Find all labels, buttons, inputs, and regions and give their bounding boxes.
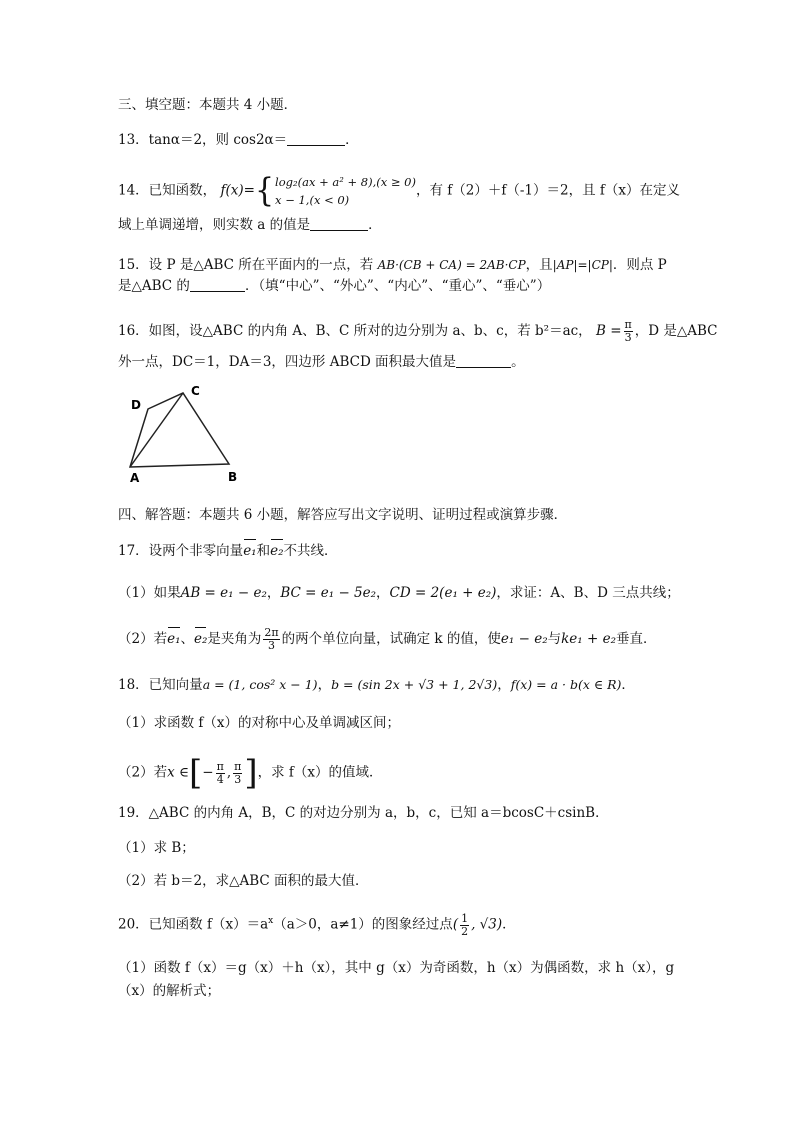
q20-fraction (460, 913, 469, 938)
q15-line2-text: 是△ABC 的 (118, 278, 190, 294)
q16-suffix: ，D 是△ABC (634, 323, 718, 339)
q17-p1-end: ，求证：A、B、D 三点共线； (496, 585, 680, 601)
question-14-line-2 (118, 215, 684, 235)
q17-p2-dot: 、 (180, 631, 194, 647)
q15-answer-blank (190, 277, 245, 292)
q18-frac1-num: π (216, 759, 224, 773)
q18-vector-a: a = (1, cos² x − 1) (202, 677, 318, 692)
question-17 (118, 541, 684, 561)
q18-fraction-1 (216, 761, 225, 786)
q20-frac-num: 1 (461, 911, 469, 925)
q13-text: 13．tanα＝2，则 cos2α＝ (118, 132, 288, 148)
q17-p2-frac-num: 2π (264, 626, 279, 639)
question-18 (118, 675, 684, 695)
label-d: D (131, 398, 141, 412)
q14-cases (275, 173, 416, 209)
q17-p2-fraction (263, 627, 279, 652)
q17-p2-text-3: 与 (547, 631, 562, 647)
question-15-line-2 (118, 276, 684, 296)
q15-suffix: ．则点 P (612, 257, 667, 273)
q15-prefix: 15．设 P 是△ABC 所在平面内的一点，若 (118, 257, 374, 273)
q18-right-bracket: ] (244, 753, 258, 793)
q15-mid: ，且 (525, 257, 553, 273)
q16-line2-end: 。 (511, 354, 525, 370)
question-18-part-1: （1）求函数 f（x）的对称中心及单调减区间； (118, 715, 400, 731)
q18-p2-end: ，求 f（x）的值域． (257, 764, 383, 781)
label-c: C (191, 384, 200, 398)
q17-p1-cd: CD = 2(e₁ + e₂) (389, 585, 497, 601)
q18-x-in: x ∈ (167, 764, 189, 781)
q14-answer-blank (310, 216, 368, 231)
question-17-part-2 (118, 627, 684, 652)
q14-suffix: ，有 f（2）＋f（-1）＝2，且 f（x）在定义 (416, 182, 681, 199)
q18-frac2-num: π (234, 759, 242, 773)
q18-fraction-2 (233, 761, 242, 786)
q18-frac2-den: 3 (234, 772, 242, 786)
q20-intro: 20．已知函数 f（x）＝a (118, 916, 269, 933)
q16-prefix: 16．如图，设△ABC 的内角 A、B、C 所对的边分别为 a、b、c，若 b²＝ac， (118, 323, 592, 339)
q20-frac-den: 2 (461, 924, 469, 938)
q14-case-1: log₂(ax + a² + 8),(x ≥ 0) (275, 175, 416, 189)
q14-prefix: 14．已知函数， (118, 182, 217, 199)
q18-frac1-den: 4 (216, 772, 224, 786)
question-14 (118, 173, 684, 209)
q16-frac-num: π (624, 318, 632, 331)
q17-p2-frac-den: 3 (268, 639, 276, 652)
q20-exponent: x (268, 916, 274, 926)
question-19-part-1: （1）求 B； (118, 840, 195, 856)
q17-p1-ab: AB = e₁ − e₂ (180, 585, 267, 601)
question-19-part-2: （2）若 b＝2，求△ABC 面积的最大值． (118, 873, 369, 889)
question-13 (118, 130, 684, 150)
q17-and: 和 (256, 543, 271, 559)
quadrilateral-abcd (130, 393, 229, 467)
question-16-line-2 (118, 352, 684, 372)
q16-line2-text: 外一点，DC＝1，DA＝3，四边形 ABCD 面积最大值是 (118, 354, 457, 370)
q17-intro-end: 不共线． (283, 543, 338, 559)
q17-p2-e1: e₁ (167, 631, 181, 647)
q14-brace: { (254, 171, 275, 210)
q18-minus: − (202, 764, 214, 781)
q17-p1-label: （1）如果 (118, 585, 181, 601)
question-20-part-1-line-2: （x）的解析式； (118, 983, 221, 999)
q16-b-equals: B = (595, 323, 622, 339)
q13-end: ． (345, 132, 359, 148)
q17-vector-e2: e₂ (270, 543, 284, 559)
q17-p1-bc: BC = e₁ − 5e₂ (280, 585, 377, 601)
q16-answer-blank (456, 353, 511, 368)
q17-p2-vector-2: ke₁ + e₂ (561, 631, 616, 647)
q17-p1-sep-2: ， (376, 585, 390, 601)
q17-p1-sep-1: ， (266, 585, 281, 601)
q17-p2-end: 垂直． (616, 631, 657, 647)
q18-end: ． (621, 677, 635, 693)
q18-sep-1: ， (317, 677, 332, 693)
q15-line2-end: ．（填“中心”、“外心”、“内心”、“重心”、“垂心”） (244, 278, 551, 294)
q17-p2-text-1: 是夹角为 (207, 631, 262, 647)
quadrilateral-figure (118, 384, 248, 486)
q18-sep-2: ， (497, 677, 511, 693)
q13-answer-blank (287, 131, 345, 146)
q15-magnitude-equation: |AP|=|CP| (552, 258, 613, 272)
q14-line2-end: ． (368, 217, 382, 233)
q16-frac-den: 3 (624, 331, 632, 344)
label-b: B (228, 470, 238, 484)
q18-vector-b: b = (sin 2x + √3 + 1, 2√3) (331, 677, 498, 692)
q18-comma: , (226, 764, 232, 781)
q17-p2-e2: e₂ (194, 631, 208, 647)
q17-p2-label: （2）若 (118, 631, 168, 647)
q14-case-2: x − 1,(x < 0) (275, 193, 350, 207)
q16-fraction (624, 319, 633, 344)
q15-vector-equation: AB·(CB + CA) = 2AB·CP (377, 258, 526, 272)
q20-end: ． (502, 916, 516, 933)
question-16 (118, 318, 718, 344)
section-3-heading: 三、填空题：本题共 4 小题． (118, 97, 298, 113)
question-19: 19．△ABC 的内角 A，B，C 的对边分别为 a，b，c，已知 a＝bcosC＋csinB． (118, 805, 609, 821)
question-18-part-2 (118, 753, 684, 793)
question-15 (118, 255, 684, 275)
question-20-part-1: （1）函数 f（x）＝g（x）＋h（x），其中 g（x）为奇函数，h（x）为偶函数，求 h（x），g (118, 960, 675, 976)
q17-vector-e1: e₁ (243, 543, 257, 559)
question-17-part-1 (118, 583, 684, 603)
question-20 (118, 911, 684, 938)
q17-intro: 17．设两个非零向量 (118, 543, 244, 559)
q20-point-open: ( (452, 916, 459, 933)
q20-point-rest: , √3) (471, 916, 503, 933)
q17-p2-vector-1: e₁ − e₂ (500, 631, 548, 647)
q18-left-bracket: [ (189, 753, 203, 793)
section-4-heading: 四、解答题：本题共 6 小题，解答应写出文字说明、证明过程或演算步骤． (118, 507, 568, 523)
q20-intro-2: （a＞0，a≠1）的图象经过点 (273, 916, 453, 933)
label-a: A (130, 471, 140, 485)
q17-p2-text-2: 的两个单位向量，试确定 k 的值，使 (281, 631, 501, 647)
q18-intro: 18．已知向量 (118, 677, 203, 693)
q18-p2-label: （2）若 (118, 764, 168, 781)
q14-line2-text: 域上单调递增，则实数 a 的值是 (118, 217, 311, 233)
q14-fx: f(x)= (220, 182, 255, 199)
q18-function: f(x) = a · b(x ∈ R) (510, 677, 622, 692)
